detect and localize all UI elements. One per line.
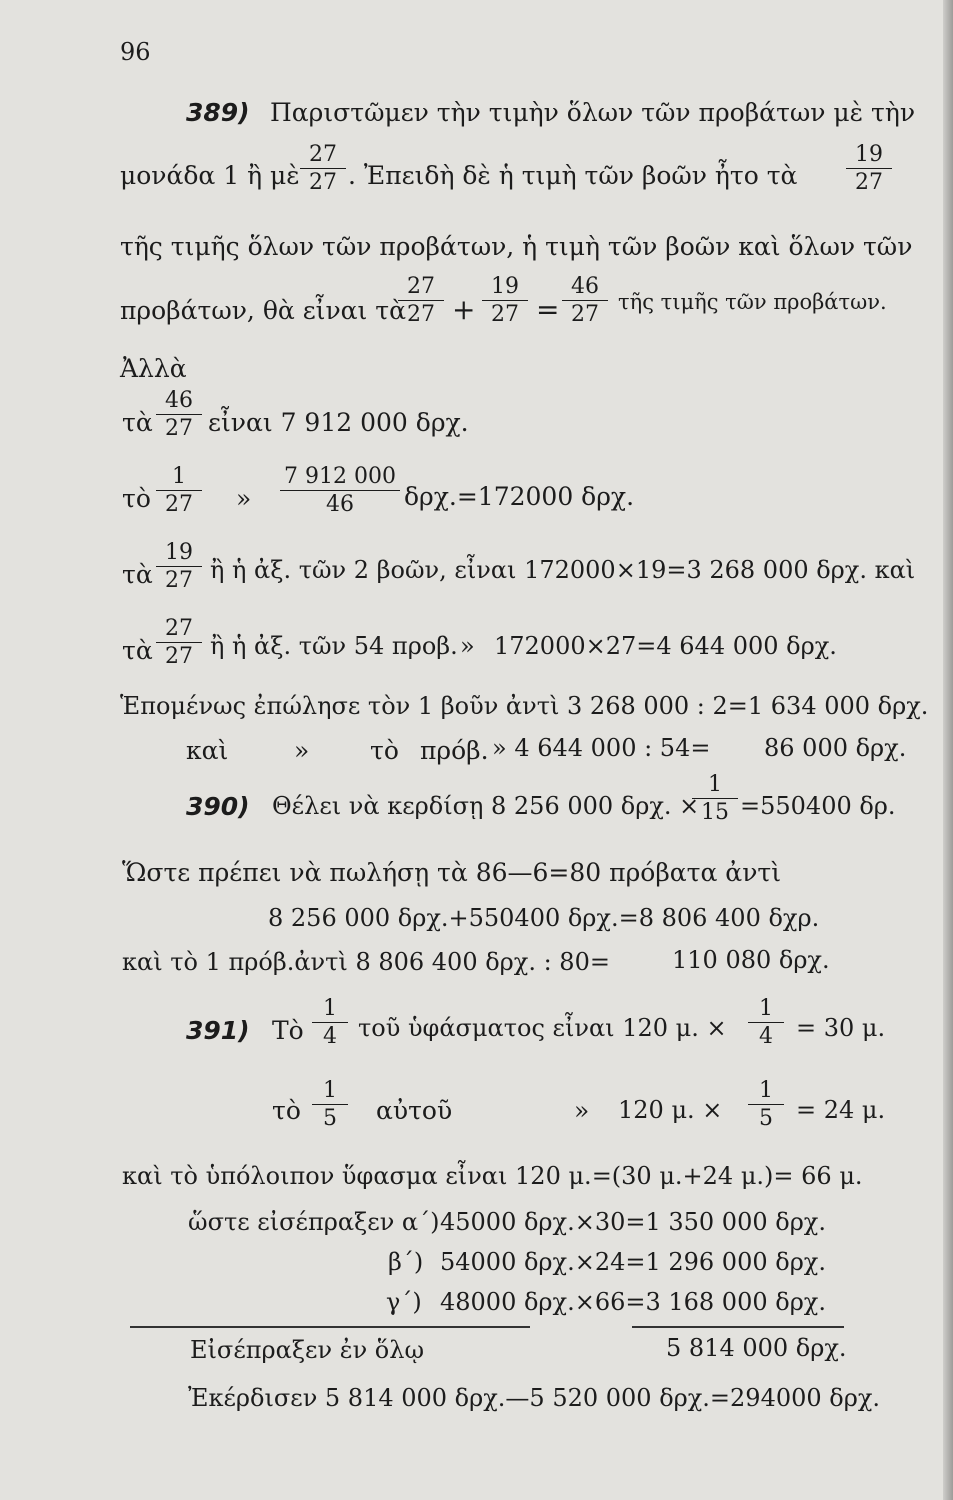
problem-389-line4b: τῆς τιμῆς τῶν προβάτων. [618,290,887,314]
row1-article: τὰ [122,408,153,437]
alla-word: Ἀλλὰ [120,354,187,383]
problem-390-line3: 8 256 000 δρχ.+550400 δρχ.=8 806 400 δχρ. [268,904,820,932]
problem-391-line1c: = 30 μ. [796,1014,886,1042]
row6-result: 86 000 δρχ. [764,734,907,762]
row2-article: τὸ [122,484,151,513]
fraction-19-27: $\frac{19}{27}$ [846,142,892,196]
problem-390-line2: Ὥστε πρέπει νὰ πωλήσῃ τὰ 86—6=80 πρόβατα ἀντὶ [122,858,782,887]
problem-391-line7a: Εἰσέπραξεν ἐν ὅλῳ [190,1336,425,1364]
page-edge [943,0,953,1500]
fraction-7912000-46: $\frac{7 912 000}{46}$ [280,464,400,518]
row6-ditto1: » [294,736,310,765]
problem-391-line2a: τὸ [272,1096,301,1125]
problem-391-line8: Ἐκέρδισεν 5 814 000 δρχ.—5 520 000 δρχ.=294000 δρχ. [188,1384,881,1412]
problem-391-line1b: τοῦ ὑφάσματος εἶναι 120 μ. × [358,1014,727,1042]
problem-391-line4a: ὥστε εἰσέπραξεν α΄) [188,1208,440,1236]
row2-result: δρχ.=172000 δρχ. [404,482,635,511]
row5-text: Ἑπομένως ἐπώλησε τὸν 1 βοῦν ἀντὶ 3 268 000 : 2=1 634 000 δρχ. [120,692,929,720]
fraction-46-27: $\frac{46}{27}$ [562,274,608,328]
problem-390-number: 390) [186,792,250,821]
fraction-1-4: $\frac{1}{4}$ [312,996,348,1050]
row4-ditto: » [460,632,475,660]
fraction-1-27-row2: $\frac{1}{27}$ [156,464,202,518]
problem-391-line4b: 45000 δρχ.×30=1 350 000 δρχ. [440,1208,826,1236]
row1-text: εἶναι 7 912 000 δρχ. [208,408,469,437]
problem-390-line4a: καὶ τὸ 1 πρόβ.ἀντὶ 8 806 400 δρχ. : 80= [122,948,610,976]
fraction-1-5: $\frac{1}{5}$ [312,1078,348,1132]
problem-391-line6b: 48000 δρχ.×66=3 168 000 δρχ. [440,1288,826,1316]
sum-rule-right [632,1326,844,1328]
row4-text: ἢ ἡ ἀξ. τῶν 54 προβ. [210,632,458,660]
row6-to: τὸ [370,736,399,765]
problem-391-line3: καὶ τὸ ὑπόλοιπον ὕφασμα εἶναι 120 μ.=(30 μ.+24 μ.)= 66 μ. [122,1162,863,1190]
problem-391-line2d: = 24 μ. [796,1096,886,1124]
problem-391-line1a: Τὸ [272,1016,304,1045]
fraction-27-27: $\frac{27}{27}$ [300,142,346,196]
row4-article: τὰ [122,636,153,665]
problem-390-line1b: =550400 δρ. [740,792,896,820]
fraction-1-5-b: $\frac{1}{5}$ [748,1078,784,1132]
problem-389-line3: τῆς τιμῆς ὅλων τῶν προβάτων, ἡ τιμὴ τῶν βοῶν καὶ ὅλων τῶν [120,232,913,261]
row4-result: 172000×27=4 644 000 δρχ. [494,632,837,660]
problem-389-line4a: προβάτων, θὰ εἶναι τὰ [120,296,406,325]
fraction-27-27-row4: $\frac{27}{27}$ [156,616,202,670]
problem-391-line2c: 120 μ. × [618,1096,723,1124]
row3-text: ἢ ἡ ἀξ. τῶν 2 βοῶν, εἶναι 172000×19=3 268 000 δρχ. καὶ [210,556,916,584]
equals-sign: = [536,293,560,326]
plus-sign: + [452,293,476,326]
fraction-46-27-row1: $\frac{46}{27}$ [156,388,202,442]
problem-389-line1: Παριστῶμεν τὴν τιμὴν ὅλων τῶν προβάτων μὲ τὴν [270,98,916,127]
problem-391-line5a: β΄) [388,1248,424,1276]
fraction-27-27-b: $\frac{27}{27}$ [398,274,444,328]
problem-391-number: 391) [186,1016,250,1045]
fraction-1-15: $\frac{1}{15}$ [692,772,738,826]
fraction-1-4-b: $\frac{1}{4}$ [748,996,784,1050]
problem-391-line2-ditto: » [574,1096,590,1125]
page-number: 96 [120,38,151,66]
problem-390-line4b: 110 080 δρχ. [672,946,830,974]
fraction-19-27-row3: $\frac{19}{27}$ [156,540,202,594]
problem-389-line2a: μονάδα 1 ἢ μὲ [120,161,300,190]
problem-391-line2b: αὐτοῦ [376,1096,453,1125]
row2-ditto: » [236,484,252,513]
row6-provata: πρόβ. [420,736,489,765]
problem-389-line2b: . Ἐπειδὴ δὲ ἡ τιμὴ τῶν βοῶν ἦτο τὰ [348,161,798,190]
row6-division: » 4 644 000 : 54= [492,734,711,762]
problem-389-number: 389) [186,98,250,127]
problem-391-line5b: 54000 δρχ.×24=1 296 000 δρχ. [440,1248,826,1276]
problem-390-line1a: Θέλει νὰ κερδίσῃ 8 256 000 δρχ. × [272,792,700,820]
problem-391-line7b: 5 814 000 δρχ. [666,1334,847,1362]
row6-kai: καὶ [186,736,229,765]
problem-391-line6a: γ΄) [386,1288,422,1316]
fraction-19-27-b: $\frac{19}{27}$ [482,274,528,328]
sum-rule-left [130,1326,530,1328]
row3-article: τὰ [122,560,153,589]
